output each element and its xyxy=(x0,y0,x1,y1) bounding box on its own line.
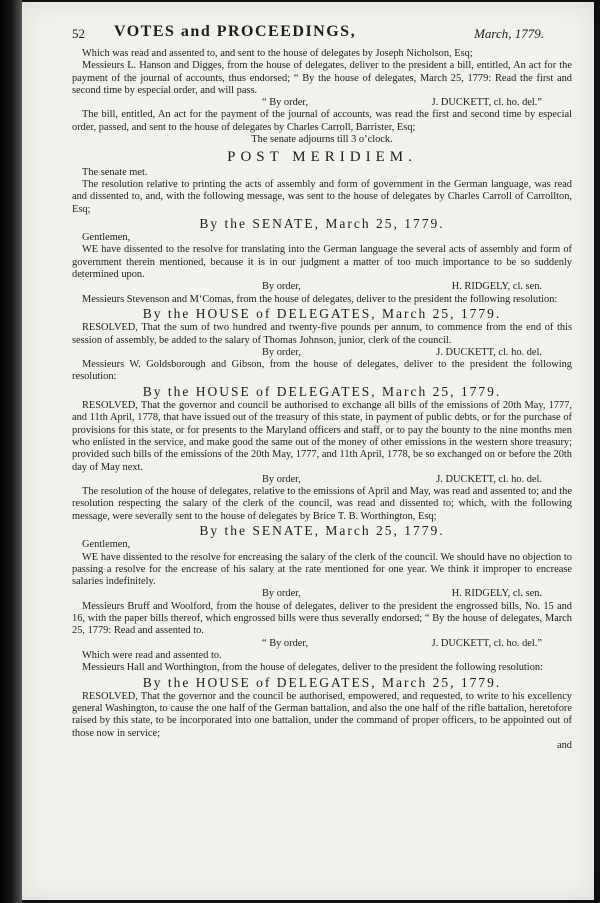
paragraph: Messieurs Stevenson and M‘Comas, from the house of delegates, deliver to the president the following resolution: xyxy=(82,293,558,305)
by-order: By order, xyxy=(262,346,301,358)
signature: H. RIDGELY, cl. sen. xyxy=(451,588,542,600)
signature-line xyxy=(72,281,572,293)
paragraph: The resolution of the house of delegates, relative to the emissions of April and May, was read and assented to; and the resolution respecting the salary of the clerk of the council, was read and dissented to; which, with the following message, were severally sent to the house of delegates by Brice T. B. Worthington, Esq; xyxy=(72,486,572,522)
paragraph: Which was read and assented to, and sent to the house of delegates by Joseph Nicholson, Esq; xyxy=(82,48,473,59)
paragraph: RESOLVED, That the sum of two hundred and twenty-five pounds per annum, to commence from the end of this session of assembly, be added to the salary of Thomas Johnson, junior, clerk of the council. xyxy=(72,322,572,346)
resolution-heading: By the HOUSE of DELEGATES, March 25, 1779. xyxy=(142,383,502,399)
page-number: 52 xyxy=(72,26,85,41)
salutation: Gentlemen, xyxy=(82,539,131,551)
running-title: VOTES and PROCEEDINGS, xyxy=(114,23,357,40)
message-heading: By the SENATE, March 25, 1779. xyxy=(199,522,445,538)
paragraph: RESOLVED, That the governor and council be authorised to exchange all bills of the emissions of 20th May, 1777, and 11th April, 1778, that have issued out of the treasury of this state, in payment of public debts, or for the purchase of provisions for this state, or for presents to the Maryland officers and staff, or to pay the bounty to the nine months men who enlisted in the service, and make good the same out of the money of other emissions in the western shore treasury; provided such bills of the emissions of the 20th May, 1777, and 11th April, 1778, be so exchanged on or before the 20th day of May next. xyxy=(72,400,572,473)
book-spine-shadow xyxy=(0,0,22,903)
adjournment: The senate adjourns till 3 o’clock. xyxy=(251,134,393,146)
running-date: March, 1779. xyxy=(474,26,544,41)
signature-line xyxy=(72,474,572,486)
paragraph: The senate met. xyxy=(82,166,148,178)
signature: J. DUCKETT, cl. ho. del.” xyxy=(431,97,542,109)
paragraph: Which were read and assented to. xyxy=(82,649,222,661)
by-order: By order, xyxy=(262,588,301,600)
document-page xyxy=(22,2,594,900)
page-text xyxy=(72,23,572,752)
paragraph: RESOLVED, That the governor and the council be authorised, empowered, and requested, to write to his excellency general Washington, to cause the one half of the German battalion, and also the one half of the rifle battalion, heretofore raised by this state, to be incorporated into one battalion, under the command of proper officers, to be appointed out of those now in service; xyxy=(72,690,572,739)
paragraph: Messieurs Hall and Worthington, from the house of delegates, deliver to the president the following resolution: xyxy=(82,662,543,674)
salutation: Gentlemen, xyxy=(82,232,131,244)
paragraph: Messieurs Bruff and Woolford, from the house of delegates, deliver to the president the engrossed bills, No. 15 and 16, with the paper bills thereof, which engrossed bills were thus severally endorsed; “ By the house of delegates, March 25, 1779: Read and assented to. xyxy=(72,600,572,637)
catchword: and xyxy=(556,740,572,752)
paragraph: WE have dissented to the resolve for encreasing the salary of the clerk of the council. We should have no objection to passing a resolve for the encrease of his salary at the rate mentioned for one year. We think it improper to encrease salaries indefinitely. xyxy=(72,551,572,588)
running-header xyxy=(72,23,572,46)
section-heading: POST MERIDIEM. xyxy=(227,149,417,166)
signature: H. RIDGELY, cl. sen. xyxy=(451,281,542,293)
signature-line xyxy=(72,588,572,600)
paragraph: The bill, entitled, An act for the payment of the journal of accounts, was read the first and second time by especial order, passed, and sent to the house of delegates by Charles Carroll, Barrister, Esq; xyxy=(72,109,572,133)
paragraph: Messieurs L. Hanson and Digges, from the house of delegates, deliver to the president a bill, entitled, An act for the payment of the journal of accounts, thus endorsed; “ By the house of delegates, March 25, 1779: Read the first and second time by especial order, and will pass. xyxy=(72,60,572,96)
signature: J. DUCKETT, cl. ho. del.” xyxy=(431,637,542,649)
signature-line xyxy=(72,638,572,650)
message-heading: By the SENATE, March 25, 1779. xyxy=(199,215,445,231)
paragraph: Messieurs W. Goldsborough and Gibson, from the house of delegates, deliver to the president the following resolution: xyxy=(72,359,572,383)
signature: J. DUCKETT, cl. ho. del. xyxy=(436,346,542,358)
by-order: By order, xyxy=(262,473,301,485)
by-order: By order, xyxy=(262,281,301,293)
resolution-heading: By the HOUSE of DELEGATES, March 25, 1779. xyxy=(142,674,502,690)
resolution-heading: By the HOUSE of DELEGATES, March 25, 1779. xyxy=(142,305,502,321)
paragraph: WE have dissented to the resolve for translating into the German language the several acts of assembly and form of government therein mentioned, because it is in our judgment a matter of too much importance to be so suddenly determined upon. xyxy=(72,244,572,281)
by-order: “ By order, xyxy=(262,637,309,649)
paragraph: The resolution relative to printing the acts of assembly and form of government in the German language, was read and dissented to, and, with the following message, was sent to the house of delegates by Charles Carroll of Carrollton, Esq; xyxy=(72,178,572,215)
by-order: “ By order, xyxy=(262,97,309,109)
signature: J. DUCKETT, cl. ho. del. xyxy=(436,473,542,485)
signature-line xyxy=(72,97,572,109)
signature-line xyxy=(72,347,572,359)
